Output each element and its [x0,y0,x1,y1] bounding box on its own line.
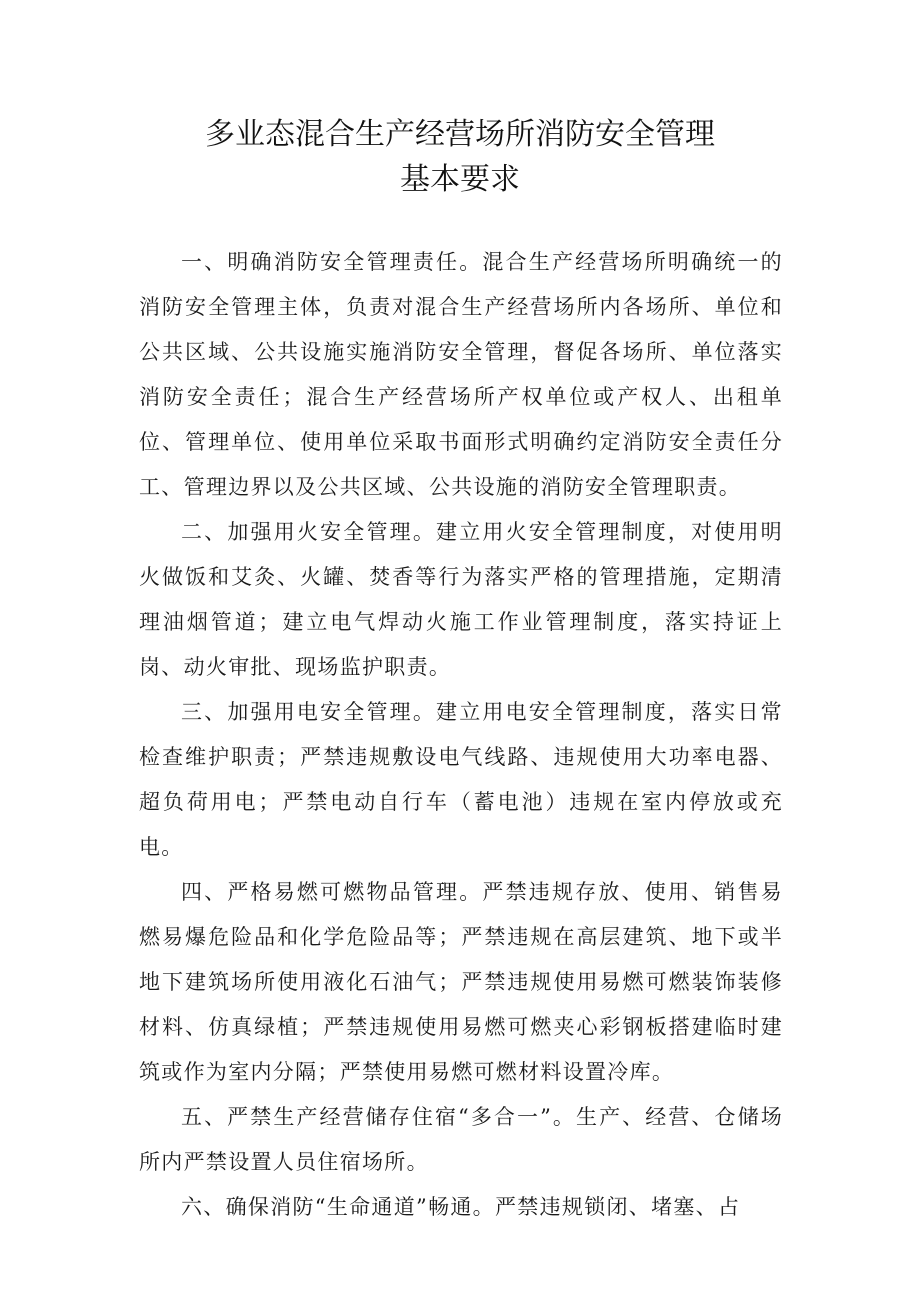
document-title-line-1: 多业态混合生产经营场所消防安全管理 [205,117,715,152]
paragraph-1: 一、明确消防安全管理责任。混合生产经营场所明确统一的消防安全管理主体，负责对混合生产经营场所内各场所、单位和公共区域、公共设施实施消防安全管理，督促各场所、单位落实消防安全责任；混合生产经营场所产权单位或产权人、出租单位、管理单位、使用单位采取书面形式明确约定消防安全责任分工、管理边界以及公共区域、公共设施的消防安全管理职责。 [139,250,783,499]
document-title-line-2: 基本要求 [400,162,520,197]
paragraph-4: 四、严格易燃可燃物品管理。严禁违规存放、使用、销售易燃易爆危险品和化学危险品等；严禁违规在高层建筑、地下或半地下建筑场所使用液化石油气；严禁违规使用易燃可燃装饰装修材料、仿真绿植；严禁违规使用易燃可燃夹心彩钢板搭建临时建筑或作为室内分隔；严禁使用易燃可燃材料设置冷库。 [139,880,783,1084]
paragraph-6: 六、确保消防“生命通道”畅通。严禁违规锁闭、堵塞、占 [181,1195,741,1219]
document-body [139,240,783,1230]
paragraph-2: 二、加强用火安全管理。建立用火安全管理制度，对使用明火做饭和艾灸、火罐、焚香等行为落实严格的管理措施，定期清理油烟管道；建立电气焊动火施工作业管理制度，落实持证上岗、动火审批、现场监护职责。 [139,520,783,679]
paragraph-5: 五、严禁生产经营储存住宿“多合一”。生产、经营、仓储场所内严禁设置人员住宿场所。 [139,1105,783,1174]
paragraph-3: 三、加强用电安全管理。建立用电安全管理制度，落实日常检查维护职责；严禁违规敷设电气线路、违规使用大功率电器、超负荷用电；严禁电动自行车（蓄电池）违规在室内停放或充电。 [139,700,783,859]
